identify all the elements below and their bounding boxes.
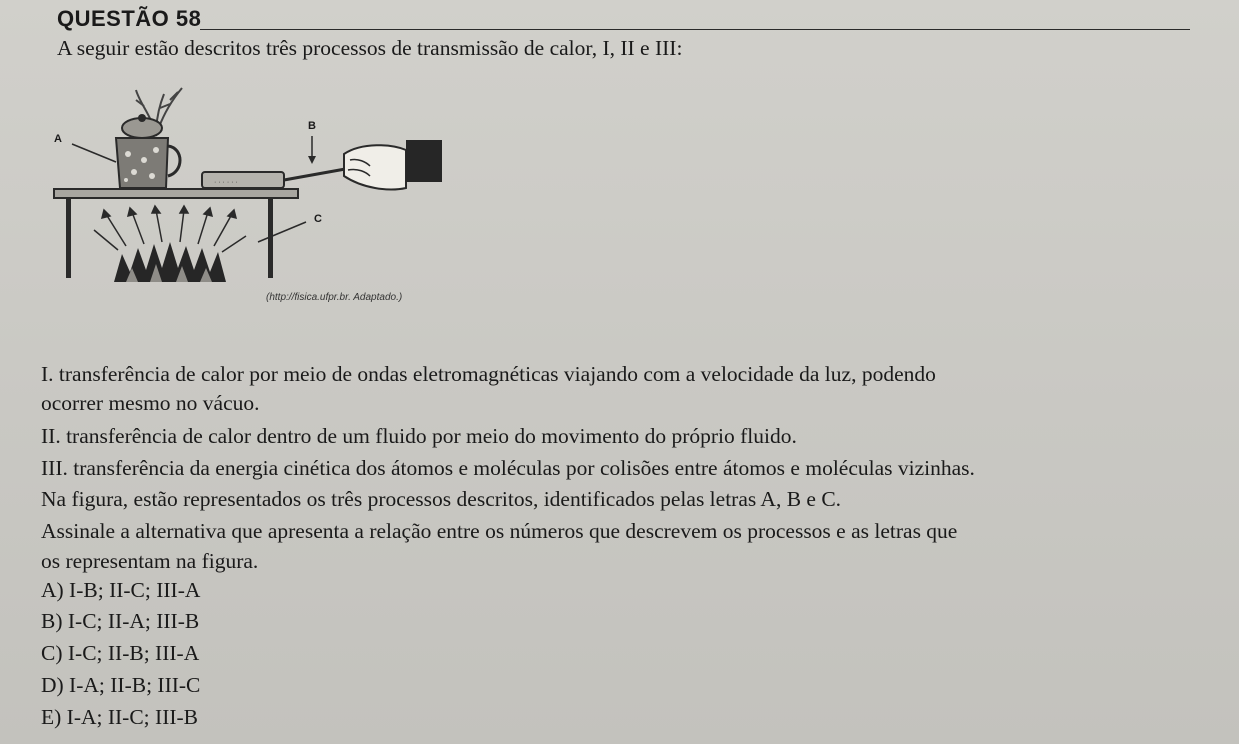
question-intro: A seguir estão descritos três processos de transmissão de calor, I, II e III: [57, 36, 683, 60]
option-d[interactable]: D) I-A; II-B; III-C [41, 673, 201, 697]
label-b: B [308, 120, 316, 132]
label-a: A [54, 133, 62, 145]
heading-rule [200, 29, 1190, 30]
option-b[interactable]: B) I-C; II-A; III-B [41, 609, 200, 633]
statement-ii: II. transferência de calor dentro de um fluido por meio do movimento do próprio fluido. [41, 424, 797, 448]
teapot-illustration [116, 114, 180, 188]
table-top [54, 189, 298, 198]
paragraph-line-1: Na figura, estão representados os três processos descritos, identificados pelas letras A, B e C. [41, 487, 842, 511]
svg-text:· · · · · ·: · · · · · · [214, 179, 238, 186]
statement-i-line-1: I. transferência de calor por meio de ondas eletromagnéticas viajando com a velocidade da luz, podendo [41, 362, 936, 386]
pointer-c-line [258, 222, 306, 242]
label-c: C [314, 213, 322, 225]
figure-caption: (http://fisica.ufpr.br. Adaptado.) [266, 292, 403, 303]
statement-iii: III. transferência da energia cinética dos átomos e moléculas por colisões entre átomos e moléculas vizinhas. [41, 456, 975, 480]
pointer-a-line [72, 144, 116, 162]
heat-transfer-figure [44, 76, 464, 316]
question-heading: QUESTÃO 58 [57, 6, 202, 31]
option-a[interactable]: A) I-B; II-C; III-A [41, 578, 201, 602]
hand-holding-rod-illustration [284, 140, 442, 190]
paragraph-line-3: os representam na figura. [41, 549, 259, 573]
statement-i-line-2: ocorrer mesmo no vácuo. [41, 391, 260, 415]
option-c[interactable]: C) I-C; II-B; III-A [41, 641, 200, 665]
table-leg-left [66, 198, 71, 278]
option-e[interactable]: E) I-A; II-C; III-B [41, 705, 199, 729]
paragraph-line-2: Assinale a alternativa que apresenta a relação entre os números que descrevem os processos e as letras que [41, 519, 958, 543]
